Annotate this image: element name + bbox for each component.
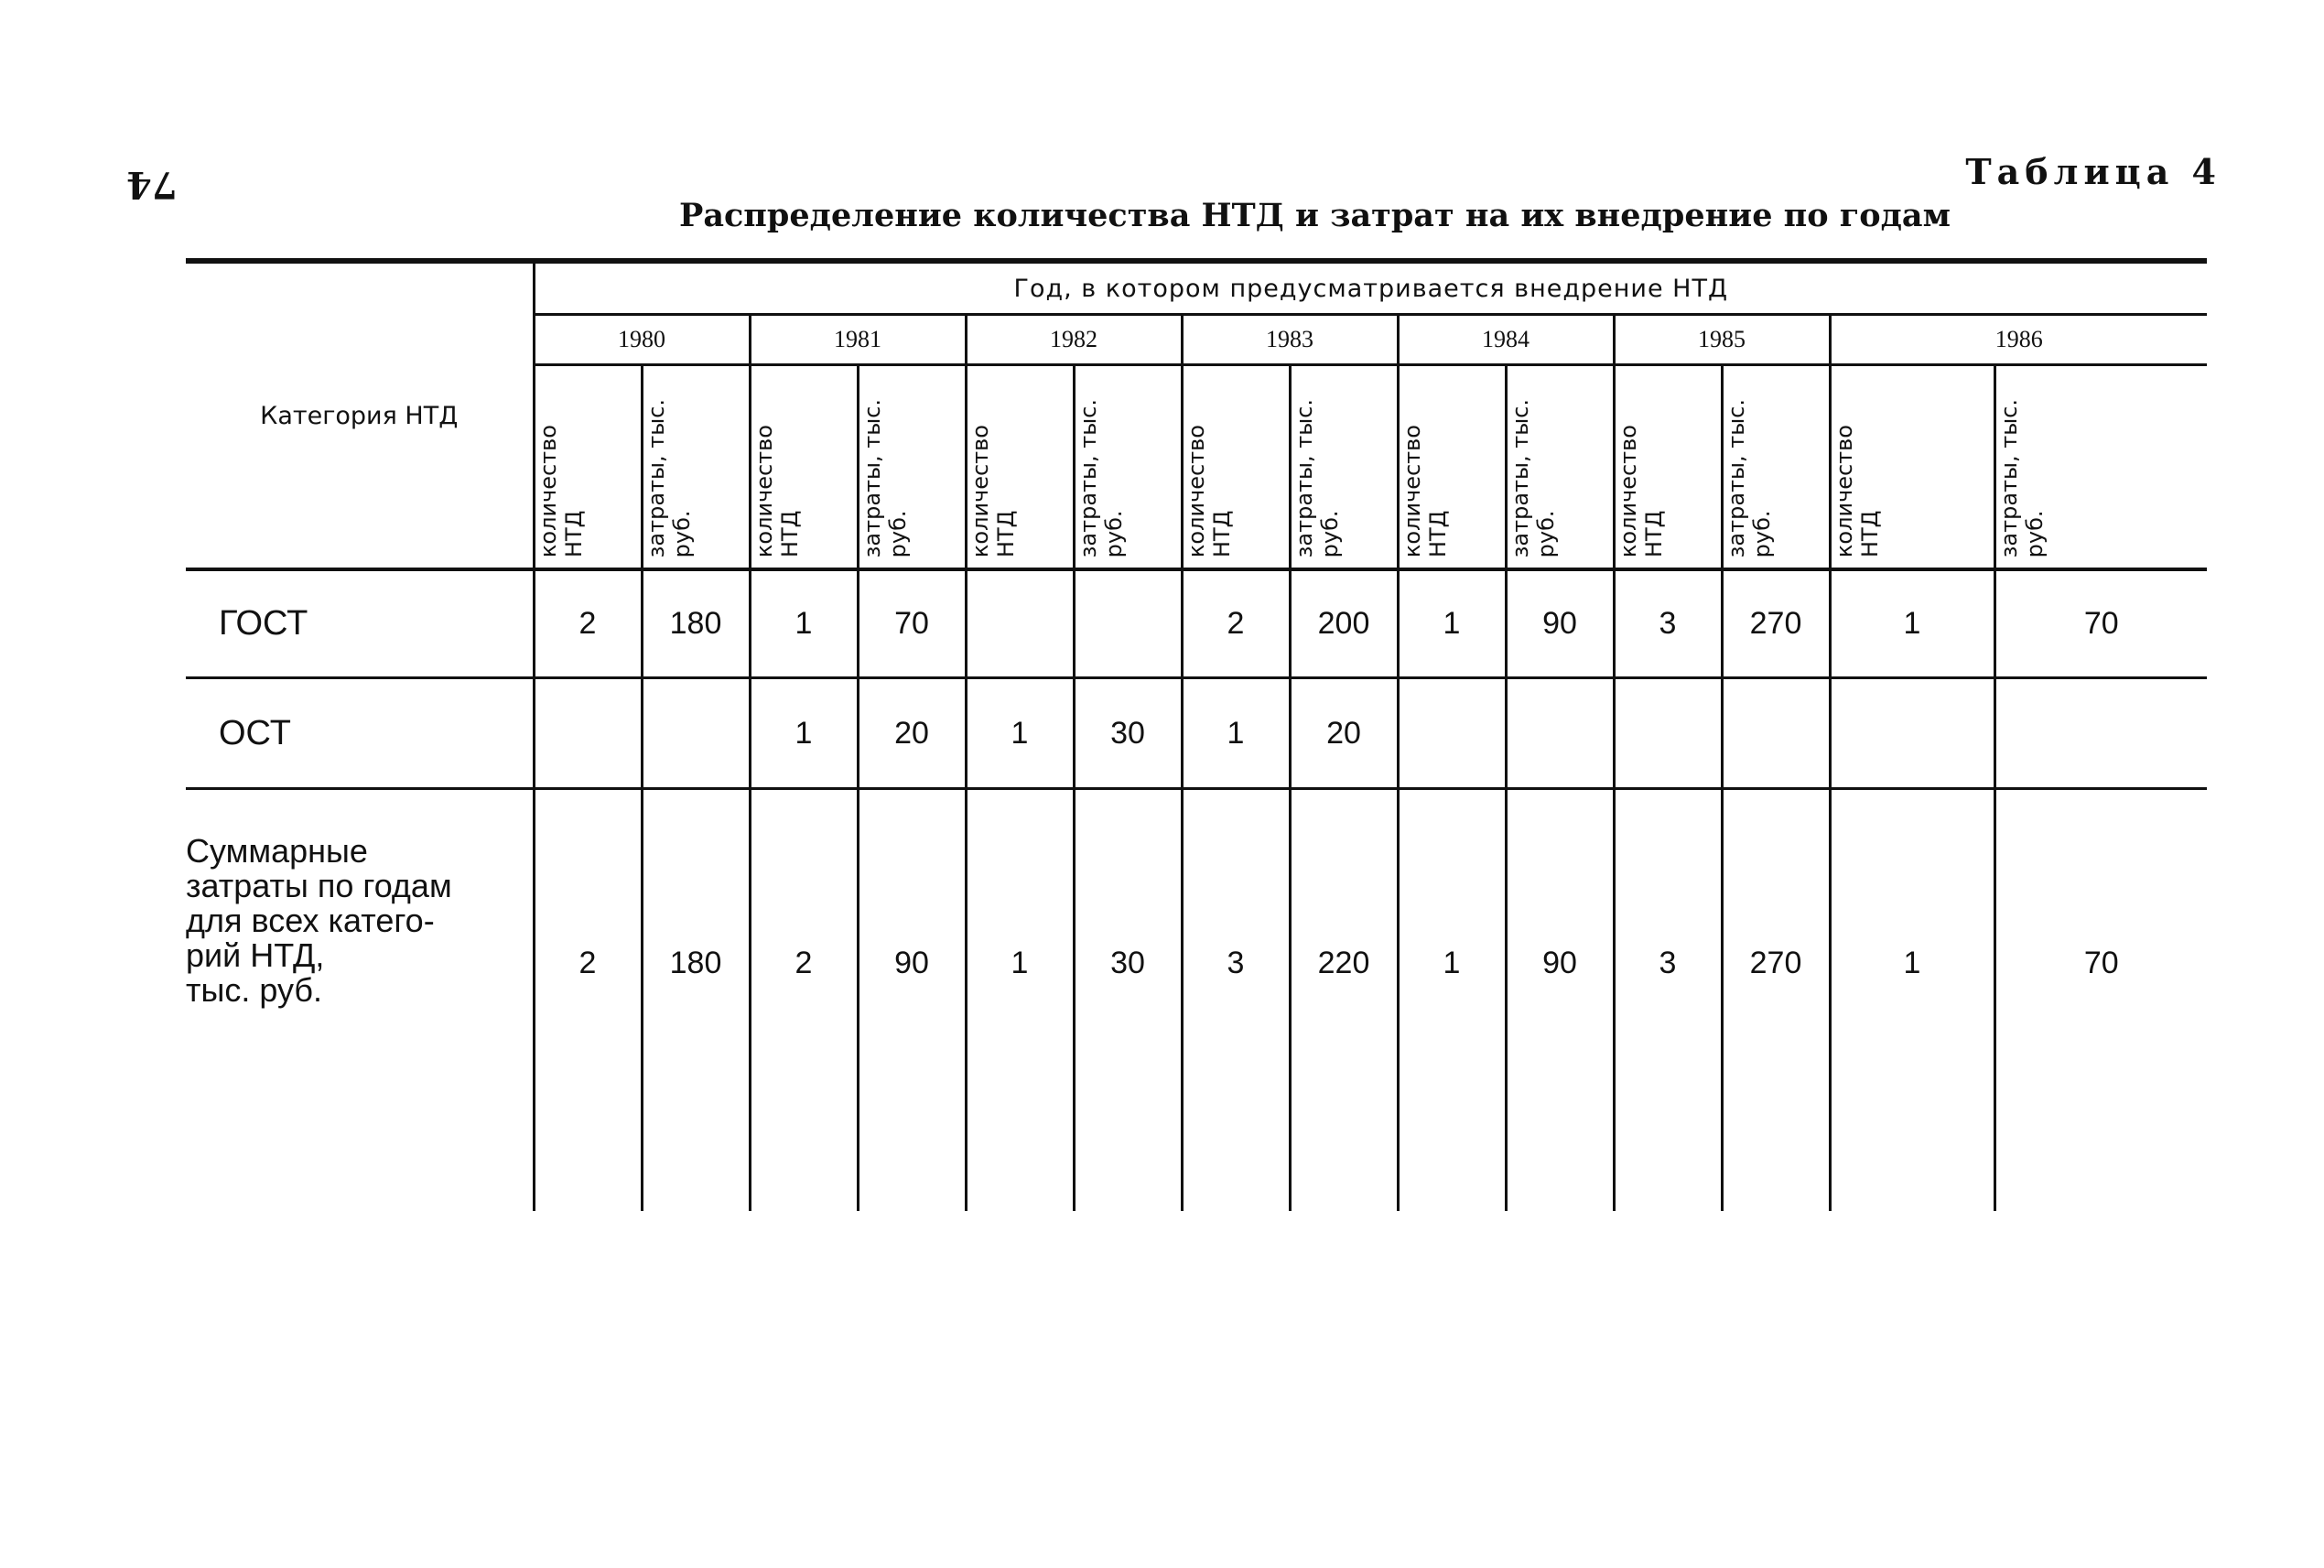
cost-cell: 90 — [1506, 569, 1614, 678]
quantity-subheader — [1398, 365, 1506, 570]
total-category-line: для всех катего- — [186, 902, 435, 939]
cost-cell: 70 — [1994, 569, 2207, 678]
total-quantity-cell: 3 — [1182, 789, 1290, 1212]
cost-cell: 20 — [1290, 678, 1398, 789]
cost-subheader-text: затраты, тыс. руб. — [1075, 398, 1127, 557]
quantity-cell: 1 — [1830, 569, 1994, 678]
cost-subheader — [1722, 365, 1830, 570]
quantity-subheader-text: количество НТД — [751, 424, 803, 557]
year-header: 1980 — [534, 315, 750, 365]
cost-cell — [1994, 678, 2207, 789]
cost-cell: 200 — [1290, 569, 1398, 678]
year-header: 1985 — [1614, 315, 1830, 365]
quantity-cell: 3 — [1614, 569, 1722, 678]
quantity-cell — [534, 678, 642, 789]
total-quantity-cell: 1 — [1398, 789, 1506, 1212]
quantity-cell: 2 — [1182, 569, 1290, 678]
cost-cell — [1074, 569, 1182, 678]
table-label: Таблица 4 — [1965, 151, 2221, 192]
cost-cell — [642, 678, 750, 789]
year-header: 1981 — [750, 315, 966, 365]
quantity-cell: 2 — [534, 569, 642, 678]
quantity-cell: 1 — [750, 678, 858, 789]
quantity-subheader — [1182, 365, 1290, 570]
quantity-cell: 1 — [966, 678, 1074, 789]
total-cost-cell: 180 — [642, 789, 750, 1212]
total-quantity-cell: 2 — [750, 789, 858, 1212]
cost-subheader — [642, 365, 750, 570]
year-header: 1986 — [1830, 315, 2207, 365]
quantity-subheader — [1830, 365, 1994, 570]
total-category-line: затраты по годам — [186, 867, 452, 904]
cost-subheader-text: затраты, тыс. руб. — [1507, 398, 1559, 557]
total-quantity-cell: 3 — [1614, 789, 1722, 1212]
quantity-subheader — [750, 365, 858, 570]
cost-cell: 180 — [642, 569, 750, 678]
cost-subheader — [1506, 365, 1614, 570]
quantity-subheader-text: количество НТД — [1615, 424, 1667, 557]
total-quantity-cell: 2 — [534, 789, 642, 1212]
total-cost-cell: 270 — [1722, 789, 1830, 1212]
quantity-subheader-text: количество НТД — [1399, 424, 1451, 557]
total-quantity-cell: 1 — [966, 789, 1074, 1212]
quantity-subheader-text: количество НТД — [1183, 424, 1235, 557]
table-header — [186, 261, 2207, 569]
table-row — [186, 569, 2207, 678]
cost-subheader — [1994, 365, 2207, 570]
quantity-cell — [1398, 678, 1506, 789]
quantity-subheader-text: количество НТД — [967, 424, 1019, 557]
quantity-subheader — [1614, 365, 1722, 570]
total-row — [186, 789, 2207, 1212]
year-group-header: Год, в котором предусматривается внедрение НТД — [534, 261, 2207, 315]
cost-cell — [1722, 678, 1830, 789]
row-category: ОСТ — [186, 678, 534, 789]
quantity-cell — [966, 569, 1074, 678]
quantity-subheader — [966, 365, 1074, 570]
year-header: 1982 — [966, 315, 1182, 365]
cost-subheader-text: затраты, тыс. руб. — [1723, 398, 1775, 557]
total-category — [186, 789, 534, 1212]
table-row — [186, 678, 2207, 789]
year-header: 1984 — [1398, 315, 1614, 365]
quantity-subheader — [534, 365, 642, 570]
row-category: ГОСТ — [186, 569, 534, 678]
total-category-line: рий НТД, — [186, 936, 325, 974]
total-cost-cell: 220 — [1290, 789, 1398, 1212]
quantity-cell: 1 — [750, 569, 858, 678]
cost-cell: 270 — [1722, 569, 1830, 678]
quantity-cell: 1 — [1398, 569, 1506, 678]
cost-subheader-text: затраты, тыс. руб. — [1291, 398, 1343, 557]
cost-cell: 20 — [858, 678, 966, 789]
cost-subheader — [1074, 365, 1182, 570]
quantity-cell: 1 — [1182, 678, 1290, 789]
cost-cell: 70 — [858, 569, 966, 678]
cost-cell — [1506, 678, 1614, 789]
total-category-line: тыс. руб. — [186, 971, 323, 1009]
quantity-cell — [1830, 678, 1994, 789]
cost-subheader — [858, 365, 966, 570]
cost-subheader-text: затраты, тыс. руб. — [643, 398, 695, 557]
quantity-cell — [1614, 678, 1722, 789]
year-header: 1983 — [1182, 315, 1398, 365]
cost-subheader-text: затраты, тыс. руб. — [859, 398, 911, 557]
data-table — [186, 258, 2207, 1211]
total-cost-cell: 70 — [2083, 946, 2119, 980]
cost-cell: 30 — [1074, 678, 1182, 789]
total-cost-cell: 90 — [858, 789, 966, 1212]
quantity-subheader-text: количество НТД — [1831, 424, 1883, 557]
total-category-line: Суммарные — [186, 832, 368, 870]
category-header: Категория НТД — [186, 261, 534, 569]
total-quantity-cell: 1 — [1830, 789, 1994, 1212]
table-title: Распределение количества НТД и затрат на их внедрение по годам — [679, 197, 1951, 234]
cost-subheader-text: затраты, тыс. руб. — [1995, 398, 2048, 557]
page-number: 74 — [126, 163, 178, 206]
total-cost-cell: 30 — [1074, 789, 1182, 1212]
cost-subheader — [1290, 365, 1398, 570]
table-body — [186, 569, 2207, 1211]
quantity-subheader-text: количество НТД — [535, 424, 587, 557]
total-cost-cell: 90 — [1506, 789, 1614, 1212]
